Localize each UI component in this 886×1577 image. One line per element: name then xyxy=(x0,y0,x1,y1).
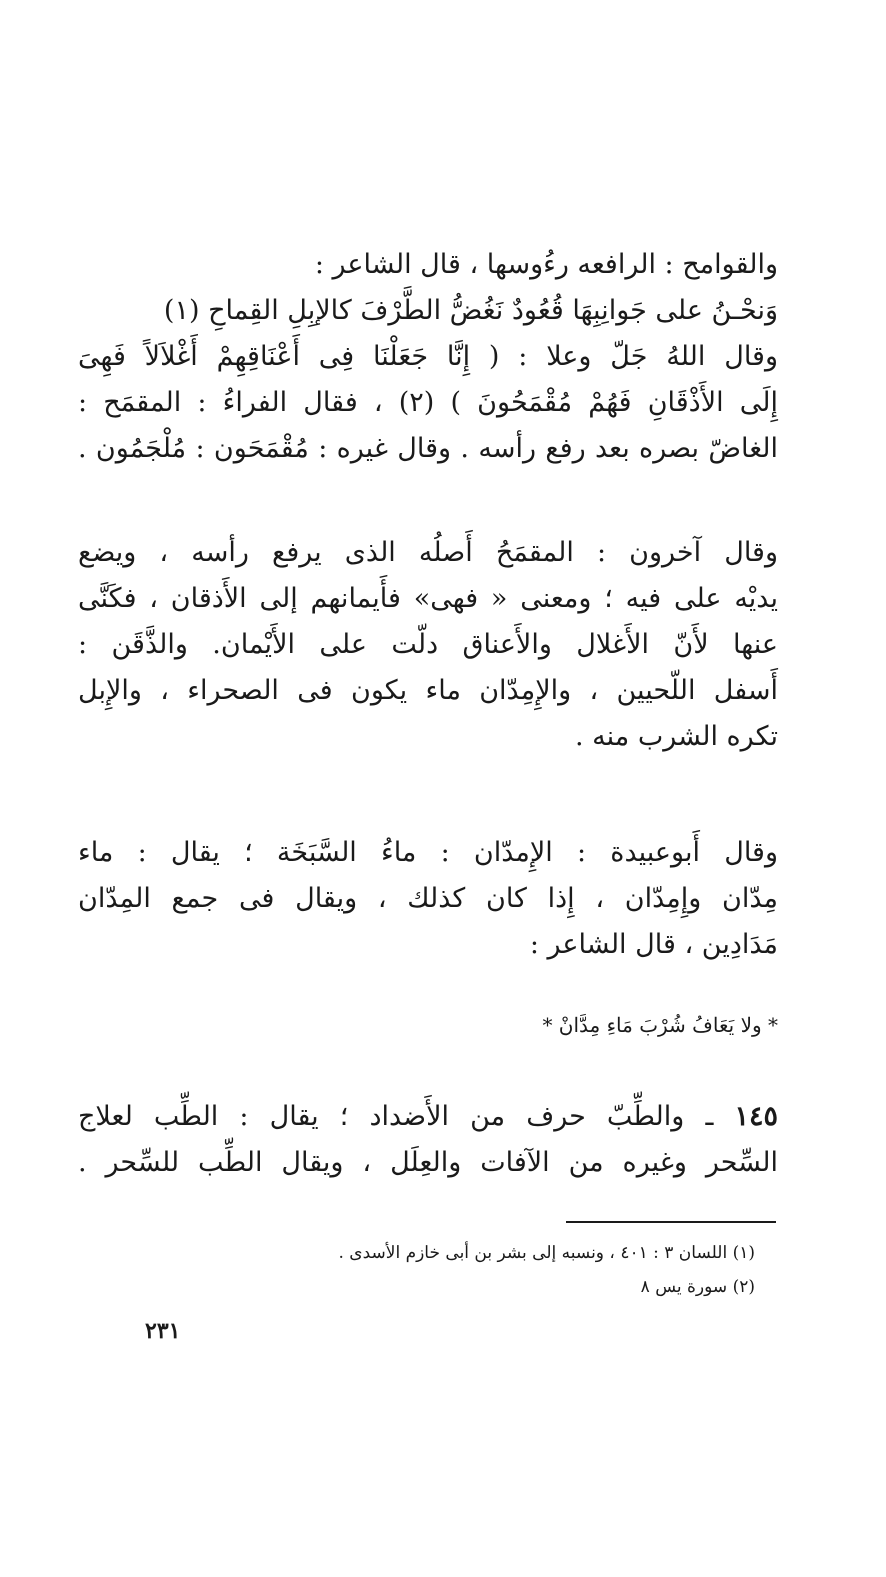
text-line: وقال اللهُ جَلّ وعلا : ( إِنَّا جَعَلْنَا فِى أَعْنَاقِهِمْ أَغْلاَلاً فَهِىَ xyxy=(78,341,778,372)
entry-first-line xyxy=(78,1094,778,1140)
verse-line: * ولا يَعَافُ شُرْبَ مَاءِ مِدَّانْ * xyxy=(542,1013,778,1037)
footnotes xyxy=(200,1236,755,1304)
entry-145 xyxy=(78,1094,778,1186)
page-number: ٢٣١ xyxy=(145,1318,181,1344)
entry-number: ١٤٥ xyxy=(734,1101,778,1132)
text-line: مَدَادِين ، قال الشاعر : xyxy=(529,929,778,960)
poetry-line: وَنحْـنُ على جَوانِبِهَا قُعُودٌ نَغُضُّ الطَّرْفَ كالإبِلِ القِماحِ (١) xyxy=(163,295,778,326)
text-line: يديْه على فيه ؛ ومعنى « فهى» فأَيمانهم إلى الأَذقان ، فكَنَّى xyxy=(78,583,778,614)
paragraph-others xyxy=(78,530,778,760)
text-line: أَسفل اللّحيين ، والإِمِدّان ماء يكون فى الصحراء ، والإِبل xyxy=(78,675,778,706)
entry-text: ـ والطِّبّ حرف من الأَضداد ؛ يقال : الطِّب لعلاج xyxy=(78,1101,714,1132)
paragraph-abu-ubaida xyxy=(78,830,778,968)
text-line: عنها لأَنّ الأَغلال والأَعناق دلّت على الأَيْمان. والذَّقَن : xyxy=(78,629,778,660)
text-line: السِّحر وغيره من الآفات والعِلَل ، ويقال الطِّب للسِّحر . xyxy=(78,1147,778,1178)
paragraph-qawamih xyxy=(78,242,778,472)
text-line: مِدّان وإِمِدّان ، إِذا كان كذلك ، ويقال فى جمع المِدّان xyxy=(78,883,778,914)
verse-quote xyxy=(78,1002,778,1048)
text-line: تكره الشرب منه . xyxy=(574,721,778,752)
text-line: وقال أَبوعبيدة : الإِمدّان : ماءُ السَّبَخَة ؛ يقال : ماء xyxy=(78,837,778,868)
footnote-1: (١) اللسان ٣ : ٤٠١ ، ونسبه إلى بشر بن أبى خازم الأسدى . xyxy=(338,1243,755,1263)
footnote-2: (٢) سورة يس ٨ xyxy=(640,1277,755,1297)
text-line: وقال آخرون : المقمَحُ أَصلُه الذى يرفع رأسه ، ويضع xyxy=(78,537,778,568)
footnote-divider xyxy=(566,1221,776,1223)
text-line: الغاضّ بصره بعد رفع رأسه . وقال غيره : مُقْمَحَون : مُلْجَمُون . xyxy=(78,433,778,464)
text-line: إِلَى الأَذْقَانِ فَهُمْ مُقْمَحُونَ ) (٢) ، فقال الفراءُ : المقمَح : xyxy=(78,387,778,418)
text-line: والقوامح : الرافعه رءُوسها ، قال الشاعر : xyxy=(314,249,778,280)
